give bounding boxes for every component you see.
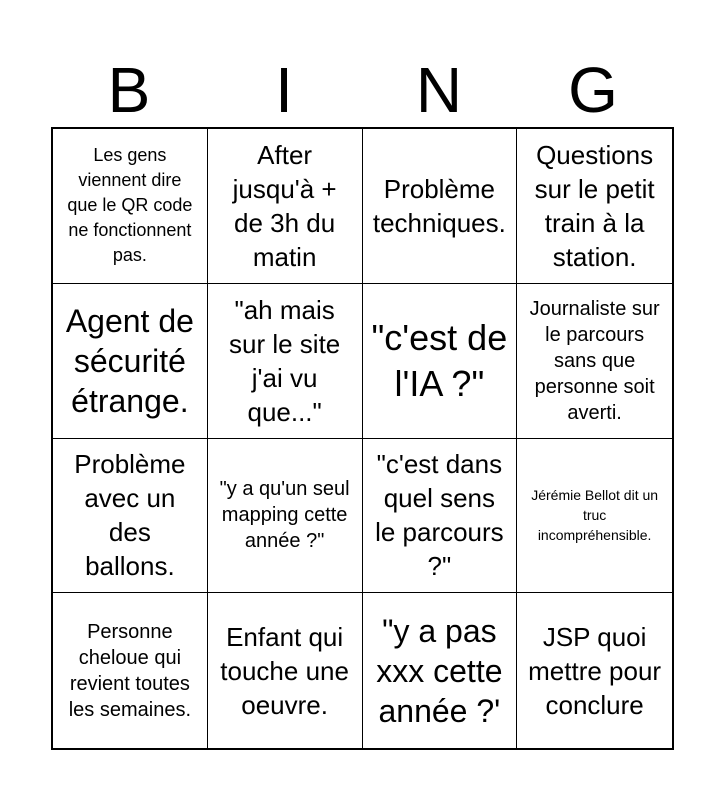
bingo-cell-2[interactable] [208, 129, 363, 284]
bingo-cell-6[interactable] [208, 284, 363, 439]
bingo-cell-3[interactable] [363, 129, 518, 284]
bingo-cell-16[interactable] [517, 593, 672, 748]
cell-text: Problème avec un des ballons. [74, 449, 186, 582]
bingo-grid [51, 127, 674, 750]
header-letter-i: I [275, 54, 293, 126]
cell-text: Enfant qui touche une oeuvre. [220, 621, 349, 720]
cell-text: JSP quoi mettre pour conclure [528, 621, 662, 720]
cell-text: Problème techniques. [372, 173, 506, 238]
cell-text: Journaliste sur le parcours sans que personne soit averti. [529, 297, 660, 424]
bingo-cell-9[interactable] [53, 439, 208, 594]
cell-text: "y a pas xxx cette année ?' [376, 612, 503, 729]
bingo-cell-7[interactable] [363, 284, 518, 439]
cell-text: "y a qu'un seul mapping cette année ?" [219, 478, 350, 553]
cell-text: After jusqu'à + de 3h du matin [232, 139, 337, 272]
bingo-cell-11[interactable] [363, 439, 518, 594]
bingo-header [52, 52, 671, 128]
cell-text: Questions sur le petit train à la station. [534, 139, 655, 272]
cell-text: "c'est de l'IA ?" [371, 316, 508, 404]
bingo-cell-13[interactable] [53, 593, 208, 748]
header-letter-n: N [415, 54, 463, 126]
cell-text: "c'est dans quel sens le parcours ?" [375, 449, 504, 582]
bingo-cell-15[interactable] [363, 593, 518, 748]
cell-text: Les gens viennent dire que le QR code ne fonctionnent pas. [67, 145, 193, 266]
bingo-cell-8[interactable] [517, 284, 672, 439]
cell-text: Agent de sécurité étrange. [65, 302, 194, 419]
cell-text: Jérémie Bellot dit un truc incompréhensible. [531, 487, 659, 544]
header-letter-b: B [107, 54, 151, 126]
bingo-cell-14[interactable] [208, 593, 363, 748]
bingo-cell-1[interactable] [53, 129, 208, 284]
cell-text: Personne cheloue qui revient toutes les semaines. [68, 620, 192, 721]
bingo-cell-5[interactable] [53, 284, 208, 439]
bingo-cell-10[interactable] [208, 439, 363, 594]
header-letter-g: G [568, 54, 618, 126]
cell-text: "ah mais sur le site j'ai vu que..." [228, 294, 341, 427]
bingo-cell-12[interactable] [517, 439, 672, 594]
bingo-cell-4[interactable] [517, 129, 672, 284]
